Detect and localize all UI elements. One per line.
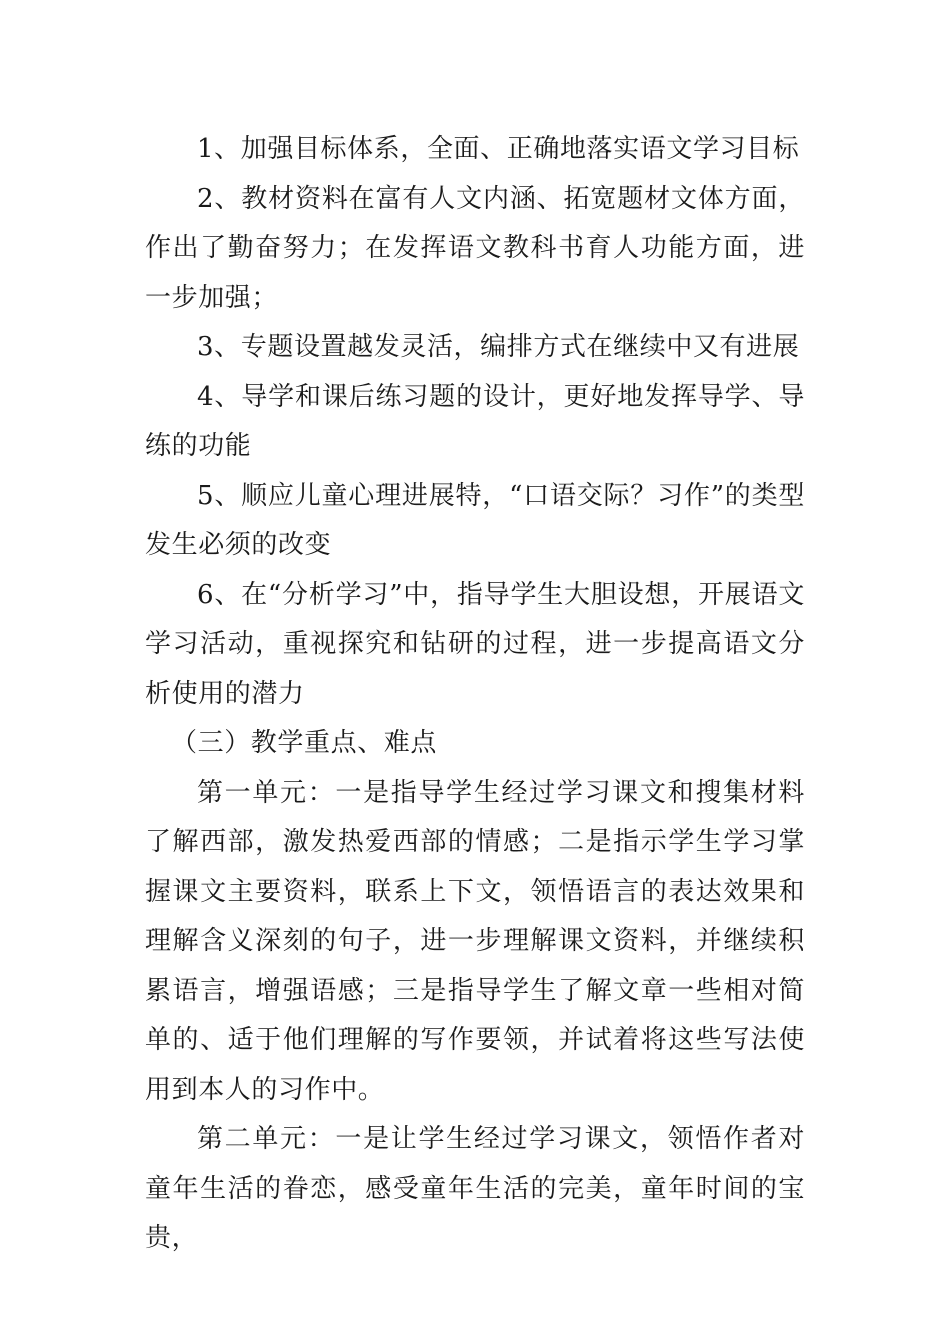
section-heading: （三）教学重点、难点 (171, 728, 438, 758)
paragraph-item-1: 1、加强目标体系，全面、正确地落实语文学习目标 (197, 134, 800, 164)
paragraph-item-4: 4、导学和课后练习题的设计，更好地发挥导学、导练的功能 (145, 381, 805, 461)
unit-one-paragraph: 第一单元：一是指导学生经过学习课文和搜集材料了解西部，激发热爱西部的情感；二是指示学生学习掌握课文主要资料，联系上下文，领悟语言的表达效果和理解含义深刻的句子，进一步理解课文资料，并继续积累语言，增强语感；三是指导学生了解文章一些相对简单的、适于他们理解的写作要领，并试着将这些写法使用到本人的习作中。 (145, 777, 805, 1105)
paragraph-item-2: 2、教材资料在富有人文内涵、拓宽题材文体方面，作出了勤奋努力；在发挥语文教科书育人功能方面，进一步加强； (145, 183, 805, 313)
paragraph-item-3: 3、专题设置越发灵活，编排方式在继续中又有进展 (197, 332, 800, 362)
paragraph-item-6: 6、在“分析学习”中，指导学生大胆设想，开展语文学习活动，重视探究和钻研的过程，进一步提高语文分析使用的潜力 (145, 579, 805, 709)
paragraph-item-5: 5、顺应儿童心理进展特，“口语交际？习作”的类型发生必须的改变 (145, 480, 805, 560)
unit-two-paragraph: 第二单元：一是让学生经过学习课文，领悟作者对童年生活的眷恋，感受童年生活的完美，童年时间的宝贵， (145, 1124, 805, 1253)
document-body (145, 125, 805, 1264)
